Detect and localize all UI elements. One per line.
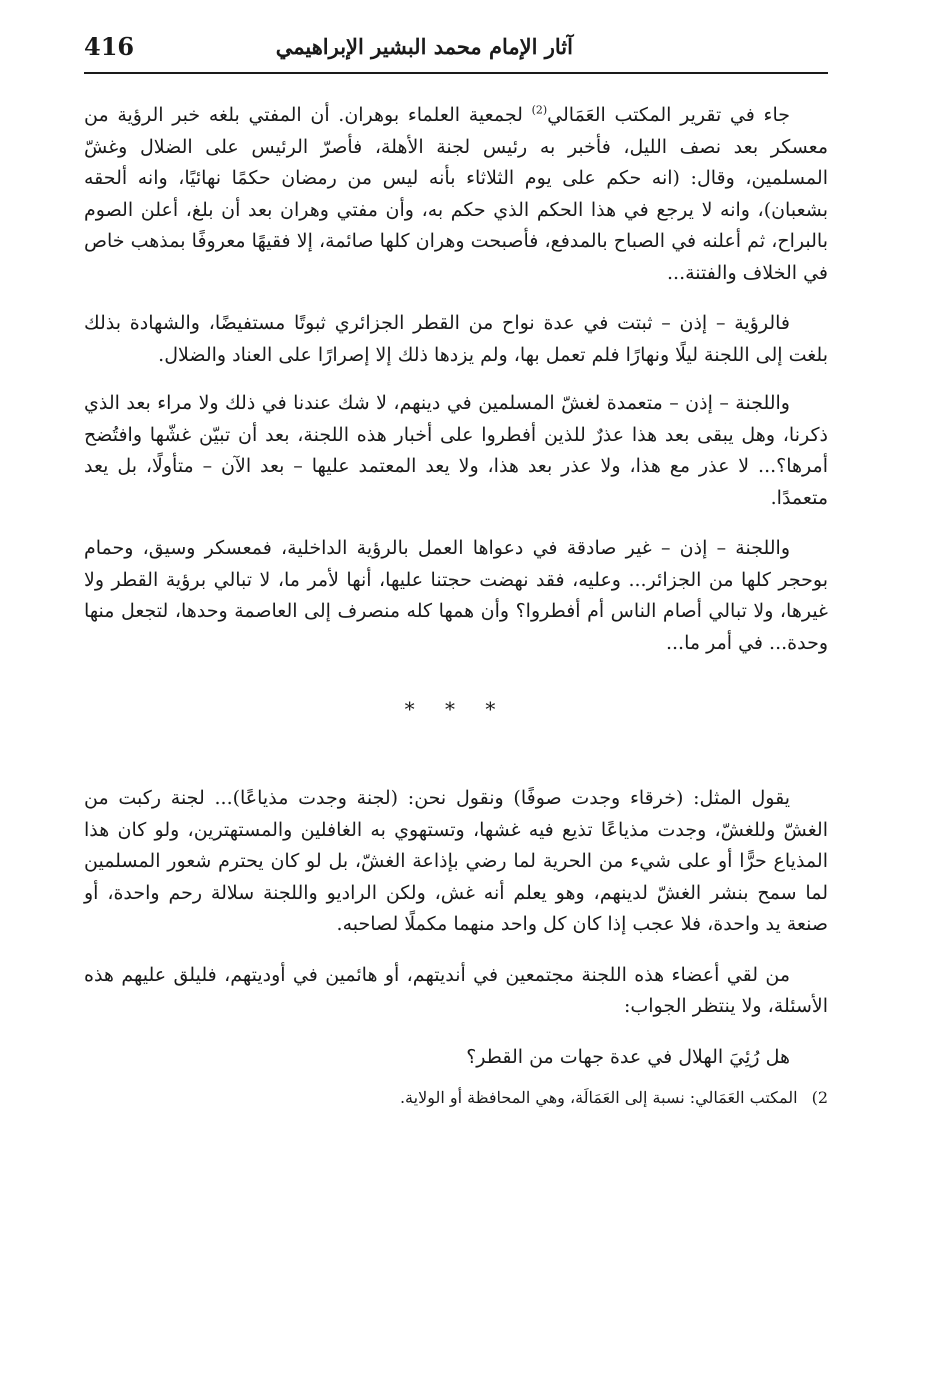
- question-line: هل رُئِيَ الهلال في عدة جهات من القطر؟: [466, 1045, 790, 1068]
- header-title: آثار الإمام محمد البشير الإبراهيمي: [275, 34, 573, 59]
- body-text: [84, 100, 828, 1073]
- paragraph-2: فالرؤية – إذن – ثبتت في عدة نواح من القطر الجزائري ثبوتًا مستفيضًا، والشهادة بذلك بلغت إلى اللجنة ليلًا ونهارًا فلم تعمل بها، ولم يزدها ذلك إلا إصرارًا على العناد والضلال.: [84, 312, 828, 366]
- paragraph-1-start: جاء في تقرير المكتب العَمَالي: [547, 104, 790, 126]
- footnote-text: المكتب العَمَالي: نسبة إلى العَمَالَة، وهي المحافظة أو الولاية.: [399, 1088, 798, 1107]
- paragraph-3: واللجنة – إذن – متعمدة لغشّ المسلمين في دينهم، لا شك عندنا في ذلك ولا مراء بعد الذي ذكرنا، وهل يبقى بعد هذا عذرٌ للذين أفطروا على أخبار هذه اللجنة، بعد أن تبيّن غشّها وافتُضح أمرها؟... لا عذر مع هذا، ولا عذر بعد هذا، ولا يعد المعتمد عليها – بعد الآن – متأولًا، بل يعد متعمدًا.: [84, 392, 828, 509]
- paragraph-4: واللجنة – إذن – غير صادقة في دعواها العمل بالرؤية الداخلية، فمعسكر وسيق، وحمام بوحجر كلها من الجزائر... وعليه، فقد نهضت حجتنا عليها، أنها لأمر ما، لا تبالي برؤية القطر ولا غيرها، ولا تبالي أصام الناس أم أفطروا؟ وأن همها كله منصرف إلى العاصمة وحدها، لتجعل منها وحدة... في أمر ما...: [84, 537, 828, 654]
- footnote-number: 2): [811, 1088, 828, 1107]
- header-rule: [84, 72, 828, 74]
- book-page: [84, 28, 828, 1111]
- paragraph-5: يقول المثل: (خرقاء وجدت صوفًا) ونقول نحن: (لجنة وجدت مذياعًا)... لجنة ركبت من الغشّ وللغشّ، وجدت مذياعًا تذيع فيه غشها، وتستهوي به الغافلين والمستهترين، ولو كان هذا المذياع حرًّا أو على شيء من الحرية لما رضي بإذاعة الغشّ، بل لو كان يحترم شعور المسلمين لما سمح بنشر الغشّ لدينهم، وهو يعلم أنه غش، ولكن الراديو واللجنة سلالة رحم واحدة، أو صنعة يد واحدة، فلا عجب إذا كان كل واحد منهما مكملًا لصاحبه.: [84, 787, 828, 935]
- paragraph-6: من لقي أعضاء هذه اللجنة مجتمعين في أنديتهم، أو هائمين في أوديتهم، فليلق عليهم هذه الأسئلة، ولا ينتظر الجواب:: [84, 963, 828, 1017]
- footnote-reference: (2): [531, 103, 548, 117]
- paragraph-1: [84, 100, 828, 289]
- page-number: 416: [84, 32, 135, 61]
- footnote: [84, 1085, 828, 1111]
- running-header: [84, 28, 828, 74]
- paragraph-1-rest: لجمعية العلماء بوهران. أن المفتي بلغه خبر الرؤية من معسكر بعد نصف الليل، فأخبر به رئيس لجنة الأهلة، فأصرّ الرئيس على الضلال وغشّ المسلمين، وقال: (انه حكم على يوم الثلاثاء بأنه ليس من رمضان حكمًا نهائيًا، وانه ألحقه بشعبان)، وانه لا يرجع في هذا الحكم الذي حكم به، وأن مفتي وهران بعد أن بلغ، أعلن الصوم بالبراح، ثم أعلنه في الصباح بالمدفع، فأصبحت وهران كلها صائمة، إلا فقيهًا معروفًا بمذهب خاص في الخلاف والفتنة...: [84, 104, 829, 284]
- section-separator: * * *: [404, 697, 508, 721]
